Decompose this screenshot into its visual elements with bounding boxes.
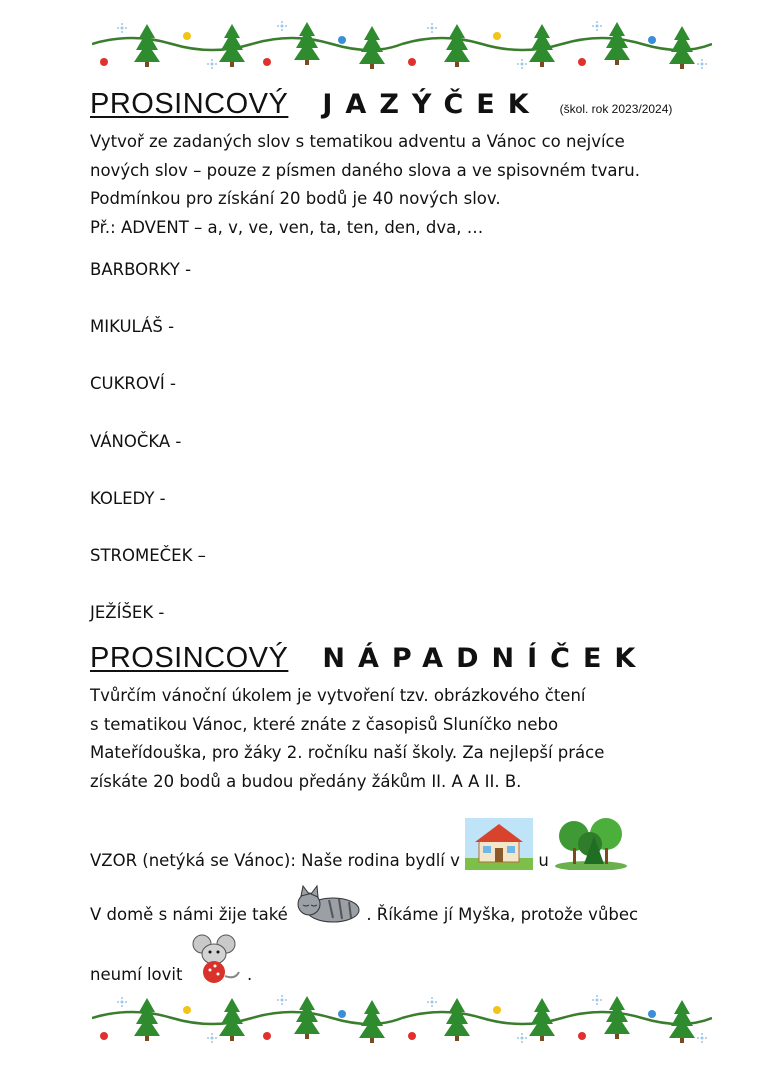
example-text: u xyxy=(538,851,549,871)
tree-icon xyxy=(219,24,245,67)
example-text: VZOR (netýká se Vánoc): Naše rodina bydlí v xyxy=(90,851,460,871)
word-vanocka: VÁNOČKA - xyxy=(90,431,182,451)
tree-icon xyxy=(669,26,695,69)
example-text: . Říkáme jí Myška, protože vůbec xyxy=(366,905,639,925)
tree-icon xyxy=(359,1000,385,1043)
title-napadnicek: NÁPADNÍČEK xyxy=(322,643,649,675)
intro2-line: získáte 20 bodů a budou předány žákům II. A A II. B. xyxy=(90,771,522,791)
tree-icon xyxy=(669,1000,695,1043)
intro2-line: Tvůrčím vánoční úkolem je vytvoření tzv. obrázkového čtení xyxy=(90,686,586,706)
forest-picture-icon xyxy=(554,814,628,870)
section-title-napadnicek xyxy=(90,642,730,682)
house-picture-icon xyxy=(465,818,533,870)
word-mikulas: MIKULÁŠ - xyxy=(90,317,175,337)
tree-icon xyxy=(294,996,320,1039)
school-year: (škol. rok 2023/2024) xyxy=(559,102,673,116)
word-koledy: KOLEDY - xyxy=(90,488,166,508)
intro-line: Vytvoř ze zadaných slov s tematikou adventu a Vánoc co nejvíce xyxy=(90,132,625,151)
intro2-line: Mateřídouška, pro žáky 2. ročníku naší školy. Za nejlepší práce xyxy=(90,743,605,763)
tree-icon xyxy=(444,998,470,1041)
intro-line: nových slov – pouze z písmen daného slova a ve spisovném tvaru. xyxy=(90,160,640,180)
intro-line: Podmínkou pro získání 20 bodů je 40 nových slov. xyxy=(90,189,501,208)
cat-picture-icon xyxy=(293,880,361,924)
tree-icon xyxy=(529,24,555,67)
title-jazycek: JAZÝČEK xyxy=(322,89,542,120)
christmas-garland-top xyxy=(92,14,712,72)
word-barborky: BARBORKY - xyxy=(90,260,192,279)
example-text: neumí lovit xyxy=(90,965,183,985)
example-line-1 xyxy=(90,814,628,870)
example-line-3 xyxy=(90,932,252,984)
tree-icon xyxy=(219,998,245,1041)
christmas-garland-bottom xyxy=(92,988,712,1046)
tree-icon xyxy=(359,26,385,69)
page-content xyxy=(90,88,730,986)
example-text: . xyxy=(246,965,253,985)
tree-icon xyxy=(604,996,630,1039)
word-list xyxy=(90,256,730,656)
tree-icon xyxy=(529,998,555,1041)
tree-icon xyxy=(604,22,630,65)
word-stromecek: STROMEČEK – xyxy=(90,545,206,565)
word-jezisek: JEŽÍŠEK - xyxy=(90,603,165,623)
title-prosincovy: PROSINCOVÝ xyxy=(90,88,289,120)
example-line-2 xyxy=(90,880,638,924)
section-title-jazycek xyxy=(90,88,730,128)
intro2-line: s tematikou Vánoc, které znáte z časopisů Sluníčko nebo xyxy=(90,714,559,734)
mouse-picture-icon xyxy=(188,932,242,984)
tree-icon xyxy=(134,24,160,67)
example-block xyxy=(90,796,730,986)
intro-line: Př.: ADVENT – a, v, ve, ven, ta, ten, den, dva, … xyxy=(90,217,484,237)
tree-icon xyxy=(134,998,160,1041)
tree-icon xyxy=(294,22,320,65)
word-cukrovi: CUKROVÍ - xyxy=(90,374,176,394)
tree-icon xyxy=(444,24,470,67)
example-text: V domě s námi žije také xyxy=(90,905,288,925)
title-prosincovy-2: PROSINCOVÝ xyxy=(90,642,289,675)
